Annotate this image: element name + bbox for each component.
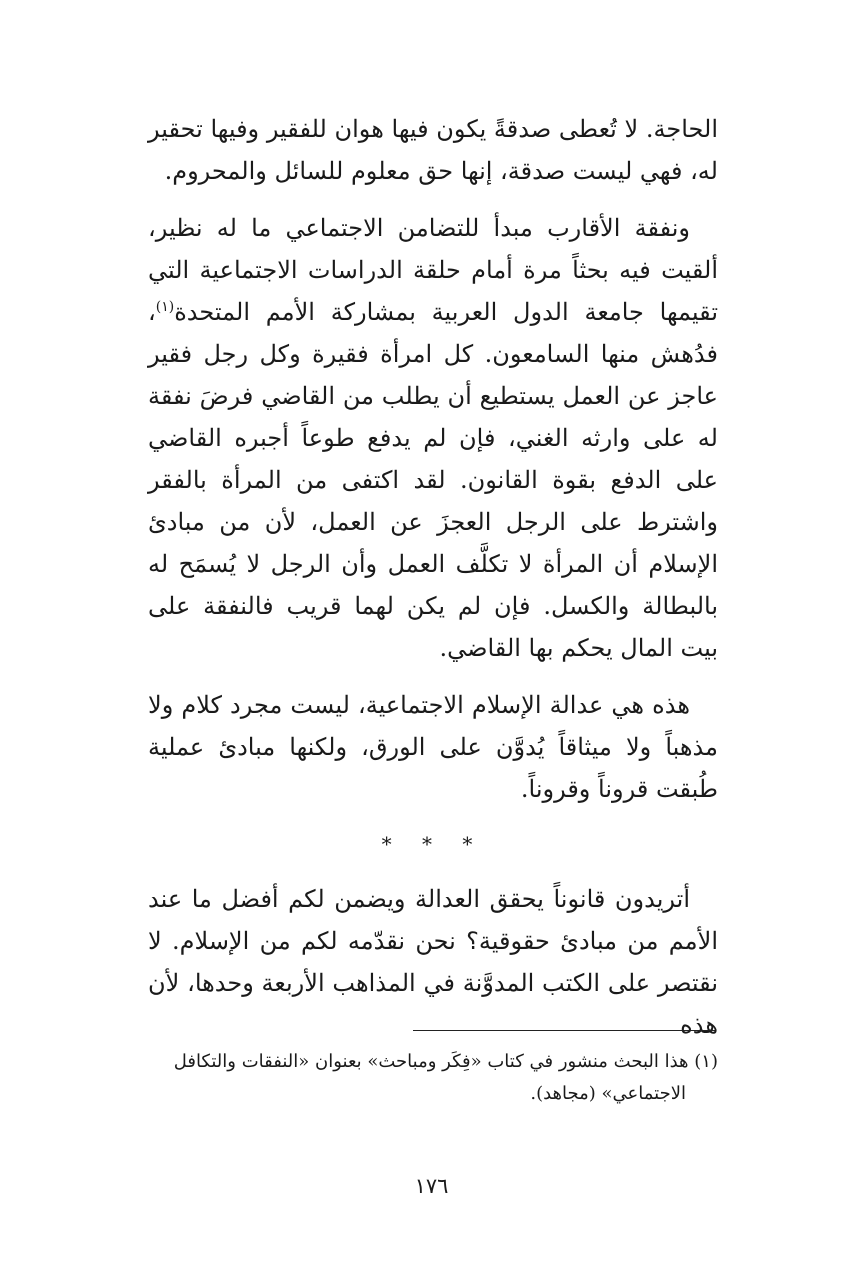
paragraph-2-text-a: ونفقة الأقارب مبدأ للتضامن الاجتماعي ما له نظير، ألقيت فيه بحثاً مرة أمام حلقة الدراسات الاجتماعية التي تقيمها جامعة الدول العربية بمشاركة الأمم المتحدة bbox=[148, 214, 718, 326]
footnote-line-2: الاجتماعي» (مجاهد). bbox=[530, 1083, 686, 1104]
paragraph-1: الحاجة. لا تُعطى صدقةً يكون فيها هوان للفقير وفيها تحقير له، فهي ليست صدقة، إنها حق معلوم للسائل والمحروم. bbox=[148, 115, 718, 185]
footnote-line-1: (١) هذا البحث منشور في كتاب «فِكَر ومباحث» بعنوان «النفقات والتكافل bbox=[173, 1051, 718, 1072]
paragraph-3: هذه هي عدالة الإسلام الاجتماعية، ليست مجرد كلام ولا مذهباً ولا ميثاقاً يُدوَّن على الورق، ولكنها مبادئ عملية طُبقت قروناً وقروناً. bbox=[148, 691, 718, 803]
footnote-reference: (١) bbox=[155, 299, 175, 315]
page-number: ١٧٦ bbox=[414, 1174, 449, 1198]
main-text bbox=[148, 108, 718, 1046]
paragraph-4: أتريدون قانوناً يحقق العدالة ويضمن لكم أفضل ما عند الأمم من مبادئ حقوقية؟ نحن نقدّمه لكم من الإسلام. لا نقتصر على الكتب المدوَّنة في المذاهب الأربعة وحدها، لأن هذه bbox=[148, 885, 718, 1039]
footnote-separator bbox=[413, 1030, 715, 1031]
footnote bbox=[148, 1046, 718, 1110]
paragraph-2 bbox=[148, 207, 718, 669]
paragraph-2-text-b: ، فدُهش منها السامعون. كل امرأة فقيرة وكل رجل فقير عاجز عن العمل يستطيع أن يطلب من القاضي فرضَ نفقة له على وارثه الغني، فإن لم يدفع طوعاً أجبره القاضي على الدفع بقوة القانون. لقد اكتفى من المرأة بالفقر واشترط على الرجل العجزَ عن العمل، لأن من مبادئ الإسلام أن المرأة لا تكلَّف العمل وأن الرجل لا يُسمَح له بالبطالة والكسل. فإن لم يكن لهما قريب فالنفقة على بيت المال يحكم بها القاضي. bbox=[148, 298, 718, 662]
section-divider: * * * bbox=[381, 832, 485, 856]
